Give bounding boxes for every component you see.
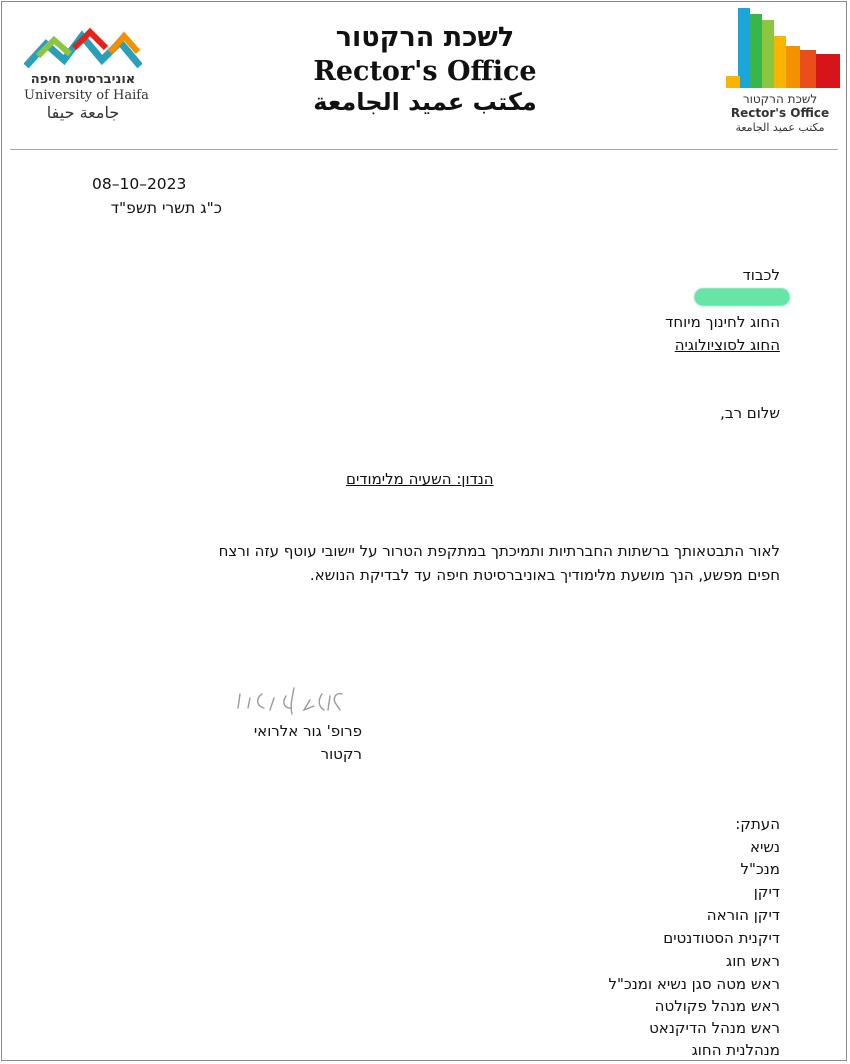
- body-paragraph: לאור התבטאותך ברשתות החברתיות ותמיכתך במתקפת הטרור על יישובי עוטף עזה ורצח חפים מפשע, הנך מושעת מלימודיך באוניברסיטת חיפה עד לבדיקת הנושא.: [218, 542, 780, 584]
- letter-hebrew-date: כ"ג תשרי תשפ"ד: [110, 199, 222, 217]
- logo-right-hebrew: לשכת הרקטור: [742, 92, 818, 106]
- page-border: [1, 1, 847, 1061]
- recipient-line-2: החוג לסוציולוגיה: [674, 336, 780, 354]
- redacted-recipient-name: [694, 288, 790, 306]
- cc-item: דיקן: [753, 883, 780, 901]
- cc-item: ראש מנהל הדיקנאט: [649, 1019, 780, 1037]
- letter-date: 08–10–2023: [92, 175, 187, 193]
- cc-item: דיקן הוראה: [706, 906, 780, 924]
- cc-item: מנכ"ל: [740, 860, 780, 878]
- cc-item: נשיא: [749, 838, 780, 856]
- cc-label: העתק:: [735, 815, 780, 833]
- cc-item: ראש מטה סגן נשיא ומנכ"ל: [608, 975, 780, 993]
- logo-left-english: University of Haifa: [24, 88, 149, 103]
- recipient-line-1: החוג לחינוך מיוחד: [665, 313, 780, 331]
- signer-name: פרופ' גור אלרואי: [253, 722, 362, 740]
- logo-left-hebrew: אוניברסיטת חיפה: [30, 72, 136, 87]
- cc-item: ראש מנהל פקולטה: [654, 997, 780, 1015]
- recipient-to-label: לכבוד: [742, 266, 780, 284]
- university-of-haifa-logo: [24, 26, 142, 72]
- header-title-arabic: مكتب عميد الجامعة: [313, 88, 537, 116]
- rectors-office-logo: [722, 6, 844, 94]
- logo-left-arabic: جامعة حيفا: [46, 103, 120, 122]
- handwritten-signature: [230, 686, 350, 720]
- header-title-english: Rector's Office: [313, 56, 537, 87]
- subject-line: הנדון: השעיה מלימודים: [346, 470, 494, 488]
- cc-item: מנהלנית החוג: [691, 1041, 780, 1059]
- cc-item: ראש חוג: [726, 952, 780, 970]
- header-rule: [10, 149, 838, 150]
- logo-right-arabic: مكتب عميد الجامعة: [735, 121, 825, 134]
- cc-item: דיקנית הסטודנטים: [663, 929, 780, 947]
- greeting: שלום רב,: [720, 404, 780, 422]
- header-title-hebrew: לשכת הרקטור: [335, 22, 515, 53]
- logo-right-english: Rector's Office: [730, 106, 830, 120]
- signer-title: רקטור: [320, 745, 362, 763]
